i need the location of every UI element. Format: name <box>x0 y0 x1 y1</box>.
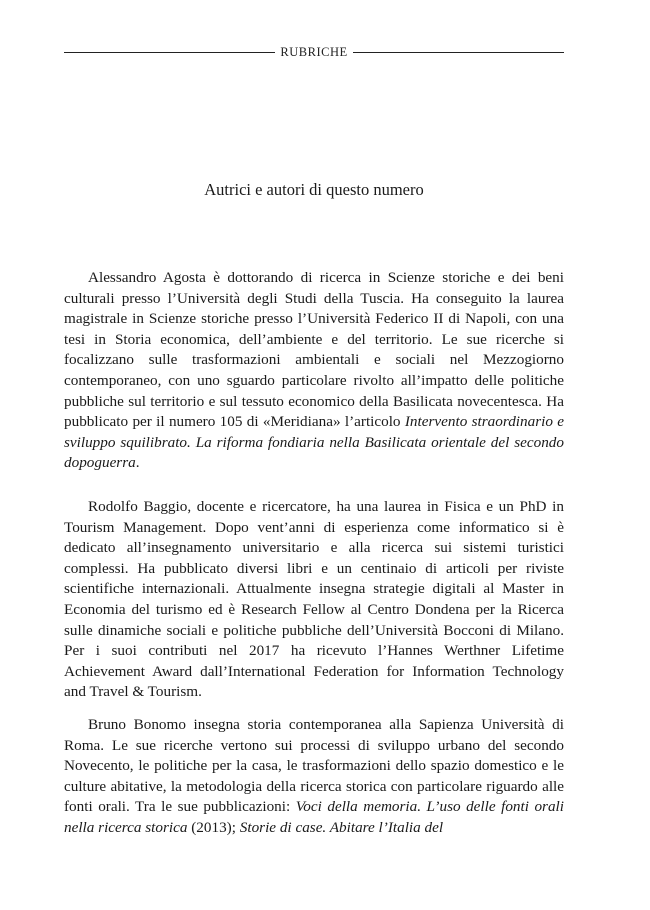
author-bio-baggio <box>64 497 564 703</box>
page-title: Autrici e autori di questo numero <box>204 180 424 199</box>
running-head <box>64 42 564 62</box>
bio-text-end: . <box>135 454 140 472</box>
bio-text: Alessandro Agosta è dottorando di ricerca in Scienze storiche e dei beni culturali presso l’Università degli Studi della Tuscia. Ha conseguito la laurea magistrale in Scienze storiche presso l’Università Federico II di Napoli, con una tesi in Storia economica, dell’ambiente e del territorio. Le sue ricerche si focalizzano sulle trasformazioni ambientali e sociali nel Mezzogiorno contemporaneo, con uno sguardo particolare rivolto all’impatto delle politiche pubbliche sul territorio e sul tessuto economico della Basilicata novecentesca. Ha pubblicato per il numero 105 di «Meridiana» l’articolo <box>64 269 564 431</box>
bio-article-title: Intervento straordinario e sviluppo squilibrato. La riforma fondiaria nella Basilicata orientale del secondo dopoguerra <box>64 413 564 472</box>
header-rule-left <box>64 52 275 53</box>
author-bio-bonomo <box>64 715 564 839</box>
section-label: RUBRICHE <box>280 44 348 59</box>
bio-text-middle: (2013); <box>187 818 240 836</box>
bio-book-title-1: Voci della memoria. L’uso delle fonti orali nella ricerca storica <box>64 798 564 836</box>
bio-text: Rodolfo Baggio, docente e ricercatore, ha una laurea in Fisica e un PhD in Tourism Management. Dopo vent’anni di esperienza come informatico si è dedicato all’insegnamento universitario e alla ricerca sui sistemi turistici complessi. Ha pubblicato diversi libri e un centinaio di articoli per riviste scientifiche internazionali. Attualmente insegna strategie digitali al Master in Economia del turismo ed è Research Fellow al Centro Dondena per la Ricerca sulle dinamiche sociali e politiche pubbliche dell’Università Bocconi di Milano. Per i suoi contributi nel 2017 ha ricevuto l’Hannes Werthner Lifetime Achievement Award dall’International Federation for Information Technology and Travel & Tourism. <box>64 498 564 701</box>
header-rule-right <box>353 52 564 53</box>
bio-text: Bruno Bonomo insegna storia contemporanea alla Sapienza Università di Roma. Le sue ricerche vertono sui processi di sviluppo urbano del secondo Novecento, le politiche per la casa, le trasformazioni dello spazio domestico e le culture abitative, la metodologia della ricerca storica con particolare riguardo alle fonti orali. Tra le sue pubblicazioni: <box>64 716 564 816</box>
bio-book-title-2: Storie di case. Abitare l’Italia del <box>239 818 444 836</box>
author-bio-agosta <box>64 268 564 474</box>
